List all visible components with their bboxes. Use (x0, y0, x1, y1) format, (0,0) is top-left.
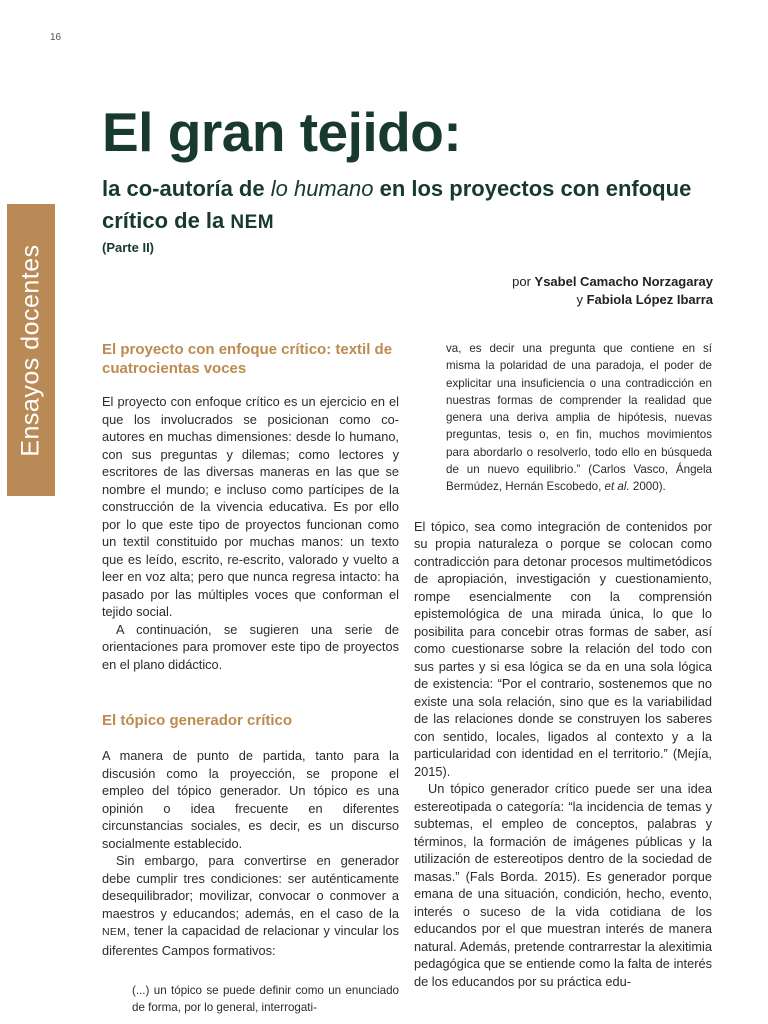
left-column (102, 340, 399, 1017)
section-tab-label: Ensayos docentes (16, 243, 45, 457)
author-2: Fabiola López Ibarra (586, 292, 713, 307)
section-heading-2: El tópico generador crítico (102, 712, 293, 729)
quote-italic: et al. (604, 480, 630, 494)
article-subtitle (102, 173, 702, 239)
article-part-label: (Parte II) (102, 240, 155, 255)
right-column (414, 340, 712, 990)
paragraph: Un tópico generador crítico puede ser una idea estereotipada o categoría: “la incidencia de temas y subtemas, el empleo de conceptos, palabras y términos, la formación de imágenes públicas y la utilización de estereotipos dentro de la sociedad de masas.” (Fals Borda. 2015). Es generador porque emana de una situación, condición, hecho, evento, interés o suceso de la vida cotidiana de los educandos por el que muestran interés de manera natural. Además, pretende contrarrestar la alexitimia pedagógica que se entiende como la falta de interés de los educandos por su práctica edu- (414, 781, 712, 989)
byline-line-2 (512, 291, 713, 309)
paragraph-text: , tener la capacidad de relacionar y vincular los diferentes Campos formativos: (102, 923, 399, 958)
subtitle-nem: NEM (230, 212, 275, 233)
quote-text: va, es decir una pregunta que contiene en sí misma la polaridad de una paradoja, el poder de explicitar una insuficiencia o una contradicción en nuestras formas de comprender la realidad que genera una deriva amplia de hipótesis, nuevas preguntas, tesis o, en fin, muchos movimientos para abordarlo o resolverlo, todo ello en búsqueda de un nuevo equilibrio.” (Carlos Vasco, Ángela Bermúdez, Hernán Escobedo, (446, 342, 712, 494)
author-1: Ysabel Camacho Norzagaray (534, 274, 713, 289)
nem-acronym: NEM (102, 926, 127, 938)
byline (512, 273, 713, 309)
paragraph-text: Sin embargo, para convertirse en generador debe cumplir tres condiciones: ser auténticamente desequilibrador; movilizar, convocar o conmover a maestros y educandos; además, en el caso de la (102, 853, 399, 921)
section-tab (7, 204, 55, 496)
paragraph: A continuación, se sugieren una serie de orientaciones para promover este tipo de proyectos en el plano didáctico. (102, 621, 399, 672)
paragraph: El tópico, sea como integración de contenidos por su propia naturaleza o porque se colocan como contradicción para detonar procesos multimetódicos de apropiación, investigación y cuestionamiento, rompe esencialmente con la comprensión epistemológica de una mirada única, lo que lo posibilita para concebir otras formas de saber, así como cuestionarse sobre la relación del todo con sus partes y si esa lógica se da en una sola lógica de existencia: “Por el contrario, sostenemos que no existe una sola relación, sino que es la variabilidad de las relaciones donde se construyen los saberes con sentido, locales, ligados al contexto y a la particularidad con identidad en el territorio.” (Mejía, 2015). (414, 518, 712, 779)
byline-line-1 (512, 273, 713, 291)
paragraph: El proyecto con enfoque crítico es un ejercicio en el que los involucrados se posicionan como co-autores en muchas dimensiones: desde lo humano, con sus preguntas y dilemas; como lectores y escritores de las diversas maneras en las que se nombre el mundo; e incluso como partícipes de la construcción de la vivencia educativa. Es por ello por lo que este tipo de proyectos funcionan como un textil constituido por muchas manos: un texto que es leído, escrito, re-escrito, valorado y vuelto a leer en voz alta; pero que nunca regresa intacto: ha pasado por las múltiples voces que conforman el tejido social. (102, 394, 399, 619)
block-quote-start: (...) un tópico se puede definir como un enunciado de forma, por lo general, interrogati- (132, 984, 399, 1015)
article-title: El gran tejido: (102, 101, 462, 163)
byline-por: por (512, 274, 535, 289)
byline-y: y (576, 292, 587, 307)
subtitle-text-1: la co-autoría de (102, 176, 271, 201)
subtitle-text-2: en los proyectos con enfoque crítico de la (102, 176, 692, 233)
paragraph: A manera de punto de partida, tanto para la discusión como la proyección, se propone el empleo del tópico generador. Un tópico es una opinión o idea frecuente en diferentes circunstancias sociales, es decir, es un discurso socialmente establecido. (102, 748, 399, 851)
block-quote-continued (446, 340, 712, 496)
section-heading-1: El proyecto con enfoque crítico: textil de cuatrocientas voces (102, 341, 393, 377)
quote-text: 2000). (629, 480, 666, 494)
subtitle-italic: lo humano (270, 176, 374, 201)
page-number: 16 (50, 32, 62, 43)
paragraph (102, 852, 399, 959)
